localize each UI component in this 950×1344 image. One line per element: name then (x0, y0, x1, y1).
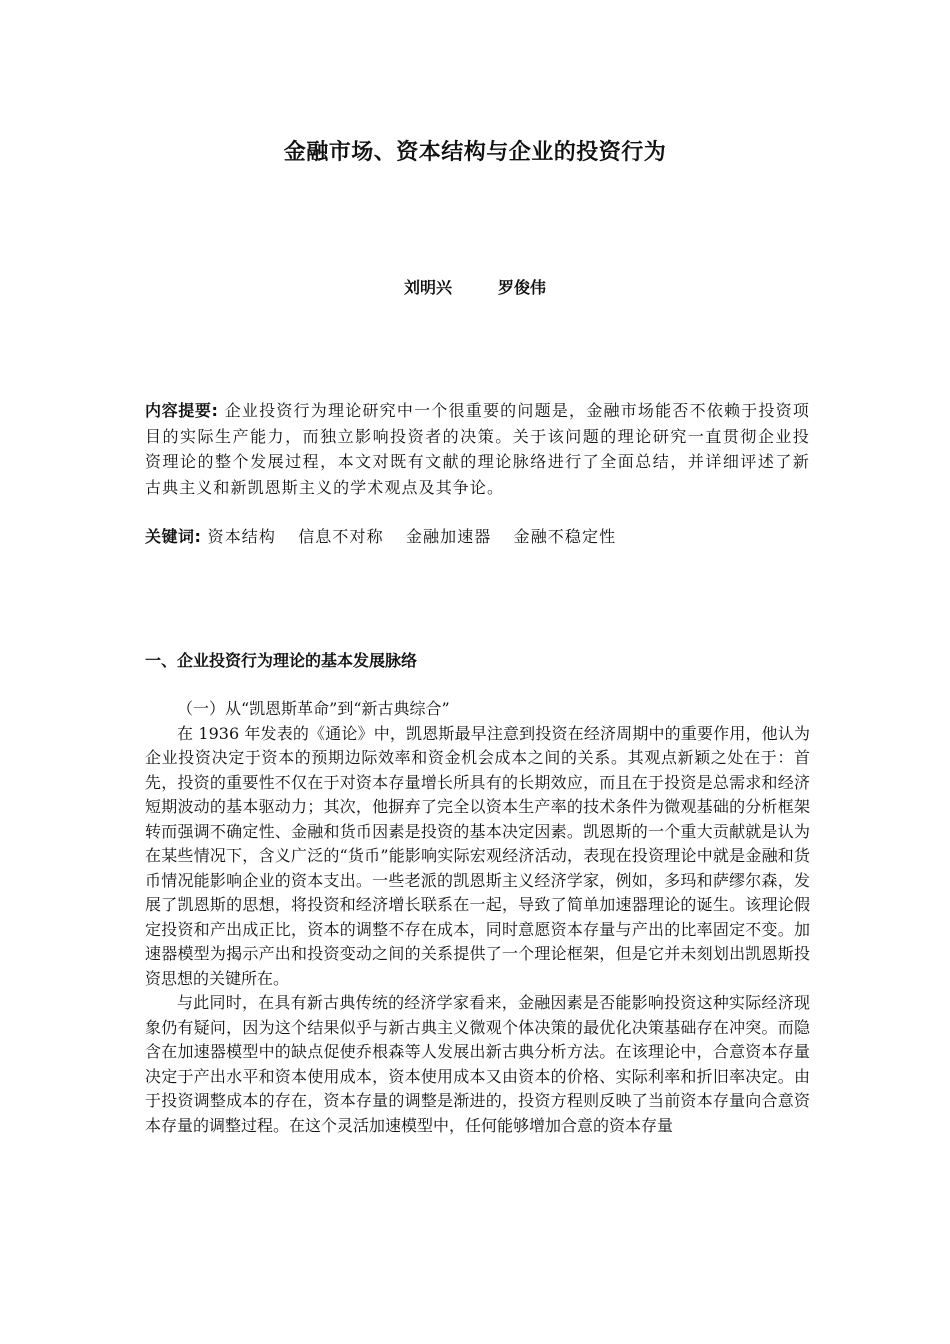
abstract (145, 398, 810, 500)
body-paragraph: 在 1936 年发表的《通论》中，凯恩斯最早注意到投资在经济周期中的重要作用，他认为企业投资决定于资本的预期边际效率和资金机会成本之间的关系。其观点新颖之处在于：首先，投资的重要性不仅在于对资本存量增长所具有的长期效应，而且在于投资是总需求和经济短期波动的基本驱动力；其次，他摒弃了完全以资本生产率的技术条件为微观基础的分析框架转而强调不确定性、金融和货币因素是投资的基本决定因素。凯恩斯的一个重大贡献就是认为在某些情况下，含义广泛的“货币”能影响实际宏观经济活动，表现在投资理论中就是金融和货币情况能影响企业的资本支出。一些老派的凯恩斯主义经济学家，例如，多玛和萨缪尔森，发展了凯恩斯的思想，将投资和经济增长联系在一起，导致了简单加速器理论的诞生。该理论假定投资和产出成正比，资本的调整不存在成本，同时意愿资本存量与产出的比率固定不变。加速器模型为揭示产出和投资变动之间的关系提供了一个理论框架，但是它并未刻划出凯恩斯投资思想的关键所在。 (145, 723, 810, 988)
abstract-text: 企业投资行为理论研究中一个很重要的问题是，金融市场能否不依赖于投资项目的实际生产能力，而独立影响投资者的决策。关于该问题的理论研究一直贯彻企业投资理论的整个发展过程，本文对既有文献的理论脉络进行了全面总结，并详细评述了新古典主义和新凯恩斯主义的学术观点及其争论。 (145, 401, 810, 497)
body-paragraph: 与此同时，在具有新古典传统的经济学家看来，金融因素是否能影响投资这种实际经济现象仍有疑问，因为这个结果似乎与新古典主义微观个体决策的最优化决策基础存在冲突。而隐含在加速器模型中的缺点促使乔根森等人发展出新古典分析方法。在该理论中，合意资本存量决定于产出水平和资本使用成本，资本使用成本又由资本的价格、实际利率和折旧率决定。由于投资调整成本的存在，资本存量的调整是渐进的，投资方程则反映了当前资本存量向合意资本存量的调整过程。在这个灵活加速模型中，任何能够增加合意的资本存量 (145, 993, 810, 1135)
keyword: 资本结构 (207, 527, 276, 546)
section-body (145, 697, 810, 1138)
subsection-heading: （一）从“凯恩斯革命”到“新古典综合” (177, 699, 450, 718)
keyword: 金融不稳定性 (513, 527, 617, 546)
keywords-label: 关键词: (145, 527, 202, 546)
paper-title: 金融市场、资本结构与企业的投资行为 (283, 140, 667, 165)
author-name: 刘明兴 (403, 278, 452, 297)
keyword: 金融加速器 (405, 527, 492, 546)
section-heading: 一、企业投资行为理论的基本发展脉络 (145, 651, 418, 670)
keywords (145, 524, 810, 549)
keyword: 信息不对称 (298, 527, 384, 546)
abstract-label: 内容提要: (145, 401, 219, 420)
author-name: 罗俊伟 (498, 278, 547, 297)
author-list (0, 276, 950, 300)
